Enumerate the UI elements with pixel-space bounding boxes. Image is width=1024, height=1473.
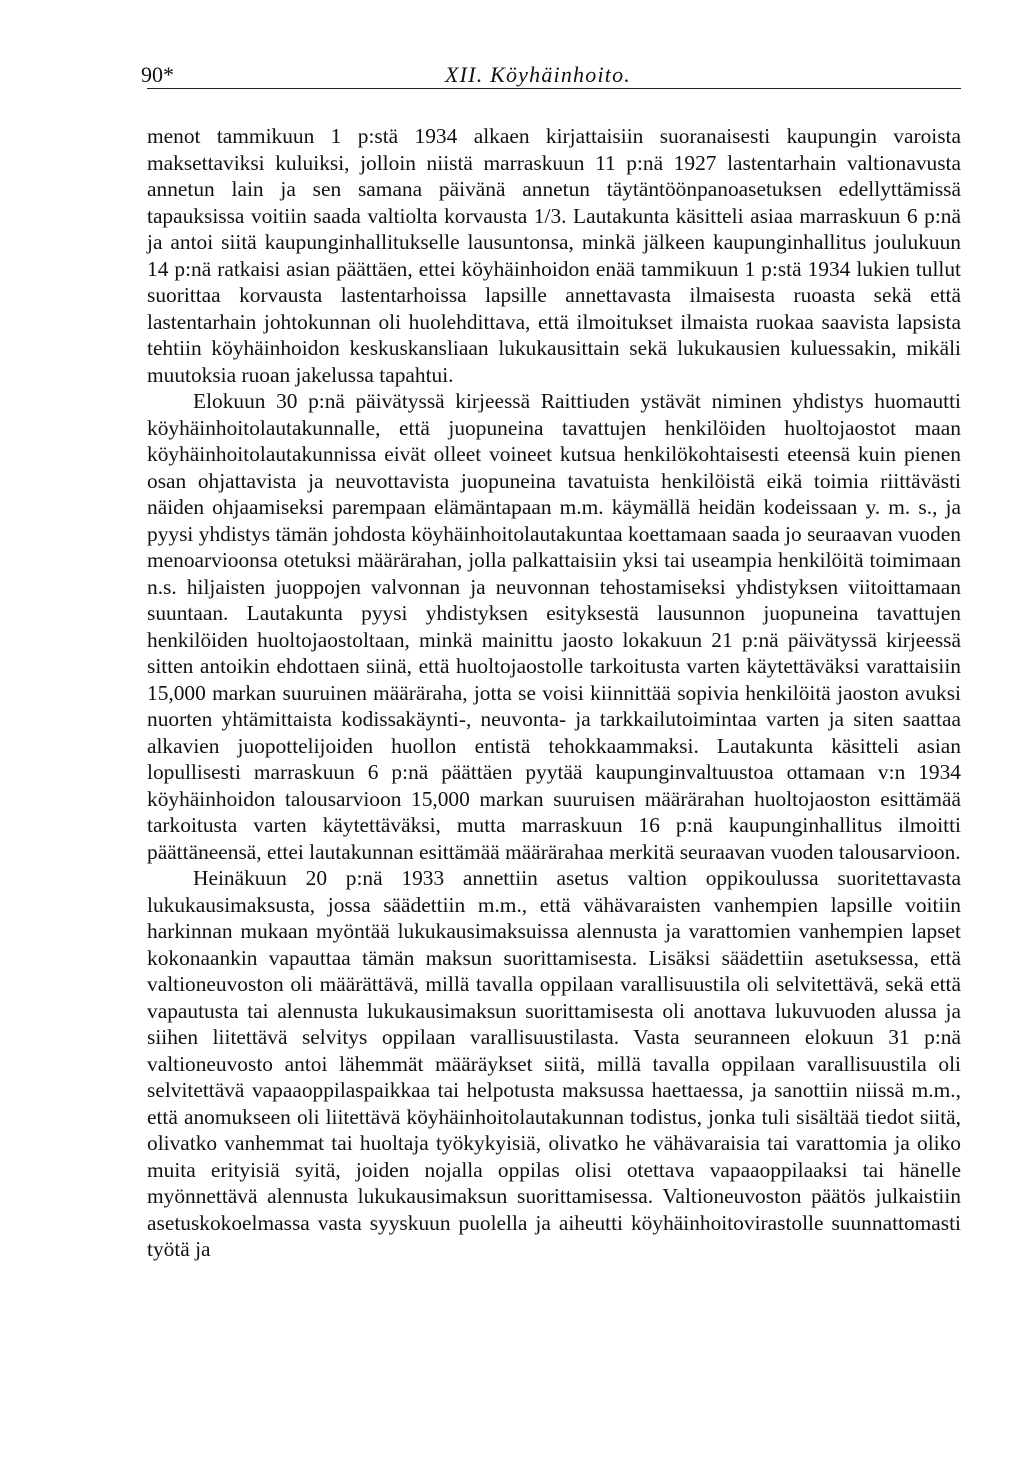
- section-title: XII. Köyhäinhoito.: [445, 62, 631, 87]
- paragraph-continuation: menot tammikuun 1 p:stä 1934 alkaen kirjattaisiin suoranaisesti kaupungin varoista maksettaviksi kuluiksi, jolloin niistä marraskuun 11 p:nä 1927 lastentarhain valtionavusta annetun lain ja sen samana päivänä annetun täytäntöönpanoasetuksen edellyttämissä tapauksissa voitiin saada valtiolta korvausta 1/3. Lautakunta käsitteli asiaa marraskuun 6 p:nä ja antoi siitä kaupunginhallitukselle lausuntonsa, minkä jälkeen kaupunginhallitus joulukuun 14 p:nä ratkaisi asian päättäen, ettei köyhäinhoidon enää tammikuun 1 p:stä 1934 lukien tullut suorittaa korvausta lastentarhoissa lapsille annettavasta ilmaisesta ruoasta sekä että lastentarhain johtokunnan oli huolehdittava, että ilmoitukset ilmaista ruokaa saavista lapsista tehtiin köyhäinhoidon keskuskansliaan lukukausittain sekä lukukausien kuluessakin, mikäli muutoksia ruoan jakelussa tapahtui.: [147, 124, 961, 387]
- page: [141, 58, 961, 1263]
- paragraph-raittiuden-ystavat: Elokuun 30 p:nä päivätyssä kirjeessä Raittiuden ystävät niminen yhdistys huomautti köyhäinhoitolautakunnalle, että juopuneina tavattujen henkilöiden huoltojaostot maan köyhäinhoitolautakunnissa eivät olleet voineet kutsua henkilökohtaisesti eteensä kuin pienen osan ohjattavista ja neuvottavista juopuneina tavatuista henkilöistä eikä toimia riittävästi näiden ohjaamiseksi parempaan elämäntapaan m.m. käymällä heidän kodeissaan y. m. s., ja pyysi yhdistys tämän johdosta köyhäinhoitolautakuntaa koettamaan saada jo seuraavan vuoden menoarvioonsa otetuksi määrärahan, jolla palkattaisiin yksi tai useampia henkilöitä toimimaan n.s. hiljaisten juoppojen valvonnan ja neuvonnan tehostamiseksi yhdistyksen viitoittamaan suuntaan. Lautakunta pyysi yhdistyksen esityksestä lausunnon juopuneina tavattujen henkilöiden huoltojaostoltaan, minkä mainittu jaosto lokakuun 21 p:nä päivätyssä kirjeessä sitten antoikin ehdottaen siinä, että huoltojaostolle tarkoitusta varten käytettäväksi varattaisiin 15,000 markan suuruinen määräraha, jotta se voisi kiinnittää sopivia henkilöitä jaoston avuksi nuorten yhtämittaista kodissakäynti-, neuvonta- ja tarkkailutoimintaa varten ja siten saattaa alkavien juopottelijoiden huollon entistä tehokkaammaksi. Lautakunta käsitteli asian lopullisesti marraskuun 6 p:nä päättäen pyytää kaupunginvaltuustoa ottamaan v:n 1934 köyhäinhoidon talousarvioon 15,000 markan suuruisen määrärahan huoltojaoston esittämää tarkoitusta varten käytettäväksi, mutta marraskuun 16 p:nä kaupunginhallitus ilmoitti päättäneensä, ettei lautakunnan esittämää määrärahaa merkitä seuraavan vuoden talousarvioon.: [147, 389, 961, 864]
- running-head: [141, 58, 961, 89]
- paragraph-lukukausimaksu: Heinäkuun 20 p:nä 1933 annettiin asetus valtion oppikoulussa suoritettavasta lukukausimaksusta, jossa säädettiin m.m., että vähävaraisten vanhempien lapsille voitiin harkinnan mukaan myöntää lukukausimaksuissa alennusta ja varattomien vanhempien lapset kokonaankin vapauttaa tämän maksun suorittamisesta. Lisäksi säädettiin asetuksessa, että valtioneuvoston oli määrättävä, millä tavalla oppilaan varallisuustila oli selvitettävä, sekä että vapautusta tai alennusta lukukausimaksun suorittamisesta oli anottava lukuvuoden alussa ja siihen liitettävä selvitys oppilaan varallisuustilasta. Vasta seuranneen elokuun 31 p:nä valtioneuvosto antoi lähemmät määräykset siitä, millä tavalla oppilaan varallisuustila oli selvitettävä vapaaoppilaspaikkaa tai helpotusta maksussa haettaessa, ja sanottiin niissä m.m., että anomukseen oli liitettävä köyhäinhoitolautakunnan todistus, jonka tuli sisältää tiedot siitä, olivatko vanhemmat tai huoltaja työkykyisiä, olivatko he vähävaraisia tai varattomia ja oliko muita erityisiä syitä, joiden nojalla oppilas olisi otettava vapaaoppilaaksi tai hänelle myönnettävä alennusta lukukausimaksun suorittamisessa. Valtioneuvoston päätös julkaistiin asetuskokoelmassa vasta syyskuun puolella ja aiheutti köyhäinhoitovirastolle suunnattomasti työtä ja: [147, 866, 961, 1261]
- page-number: 90*: [141, 62, 174, 87]
- body-text: [147, 123, 961, 1263]
